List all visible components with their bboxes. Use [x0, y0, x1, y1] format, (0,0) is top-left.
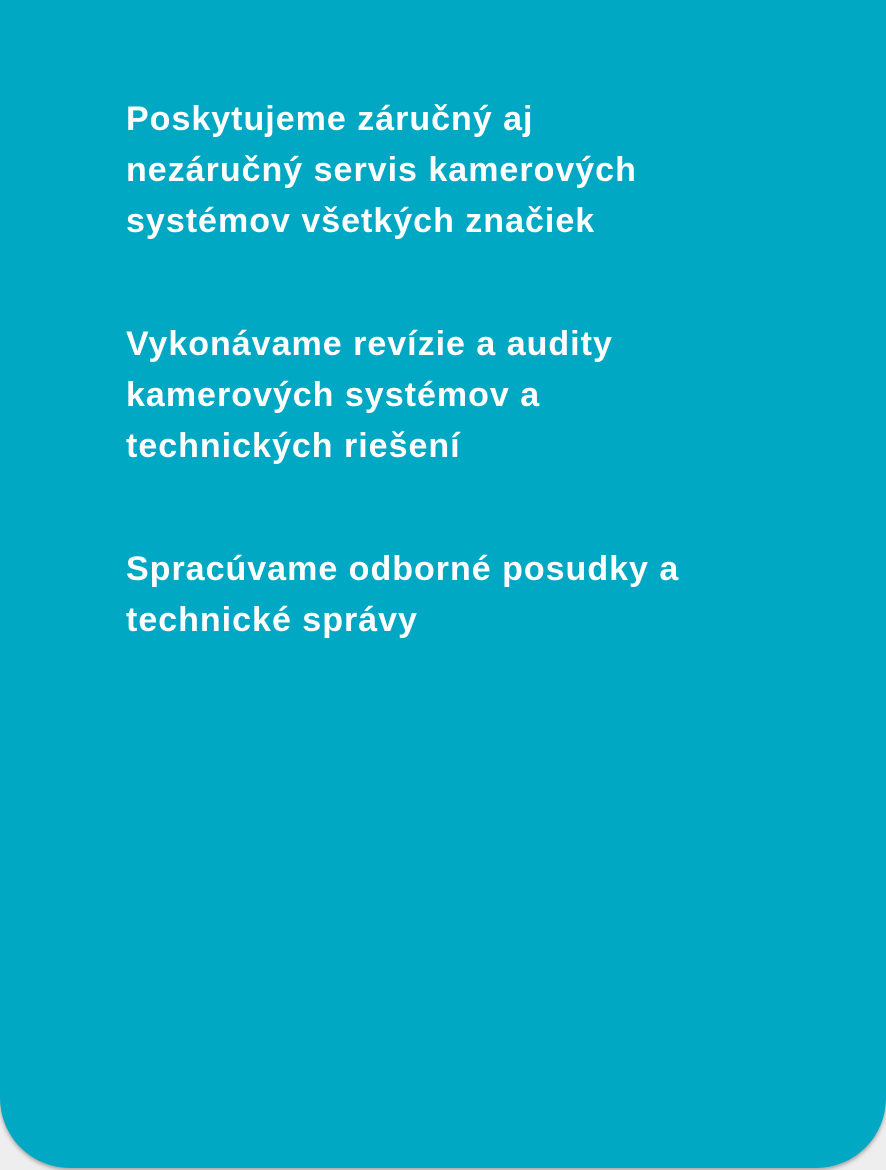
service-expert-reports [126, 544, 826, 646]
service-revisions-audits [126, 319, 826, 472]
text-line: Spracúvame odborné posudky a [126, 550, 680, 588]
text-line: kamerových systémov a [126, 376, 541, 414]
text-line: nezáručný servis kamerových [126, 151, 637, 189]
text-line: Vykonávame revízie a audity [126, 325, 613, 363]
service-warranty-repair [126, 94, 826, 247]
text-line: Poskytujeme záručný aj [126, 100, 534, 138]
text-line: technických riešení [126, 427, 461, 465]
text-line: technické správy [126, 601, 418, 639]
text-line: systémov všetkých značiek [126, 202, 596, 240]
